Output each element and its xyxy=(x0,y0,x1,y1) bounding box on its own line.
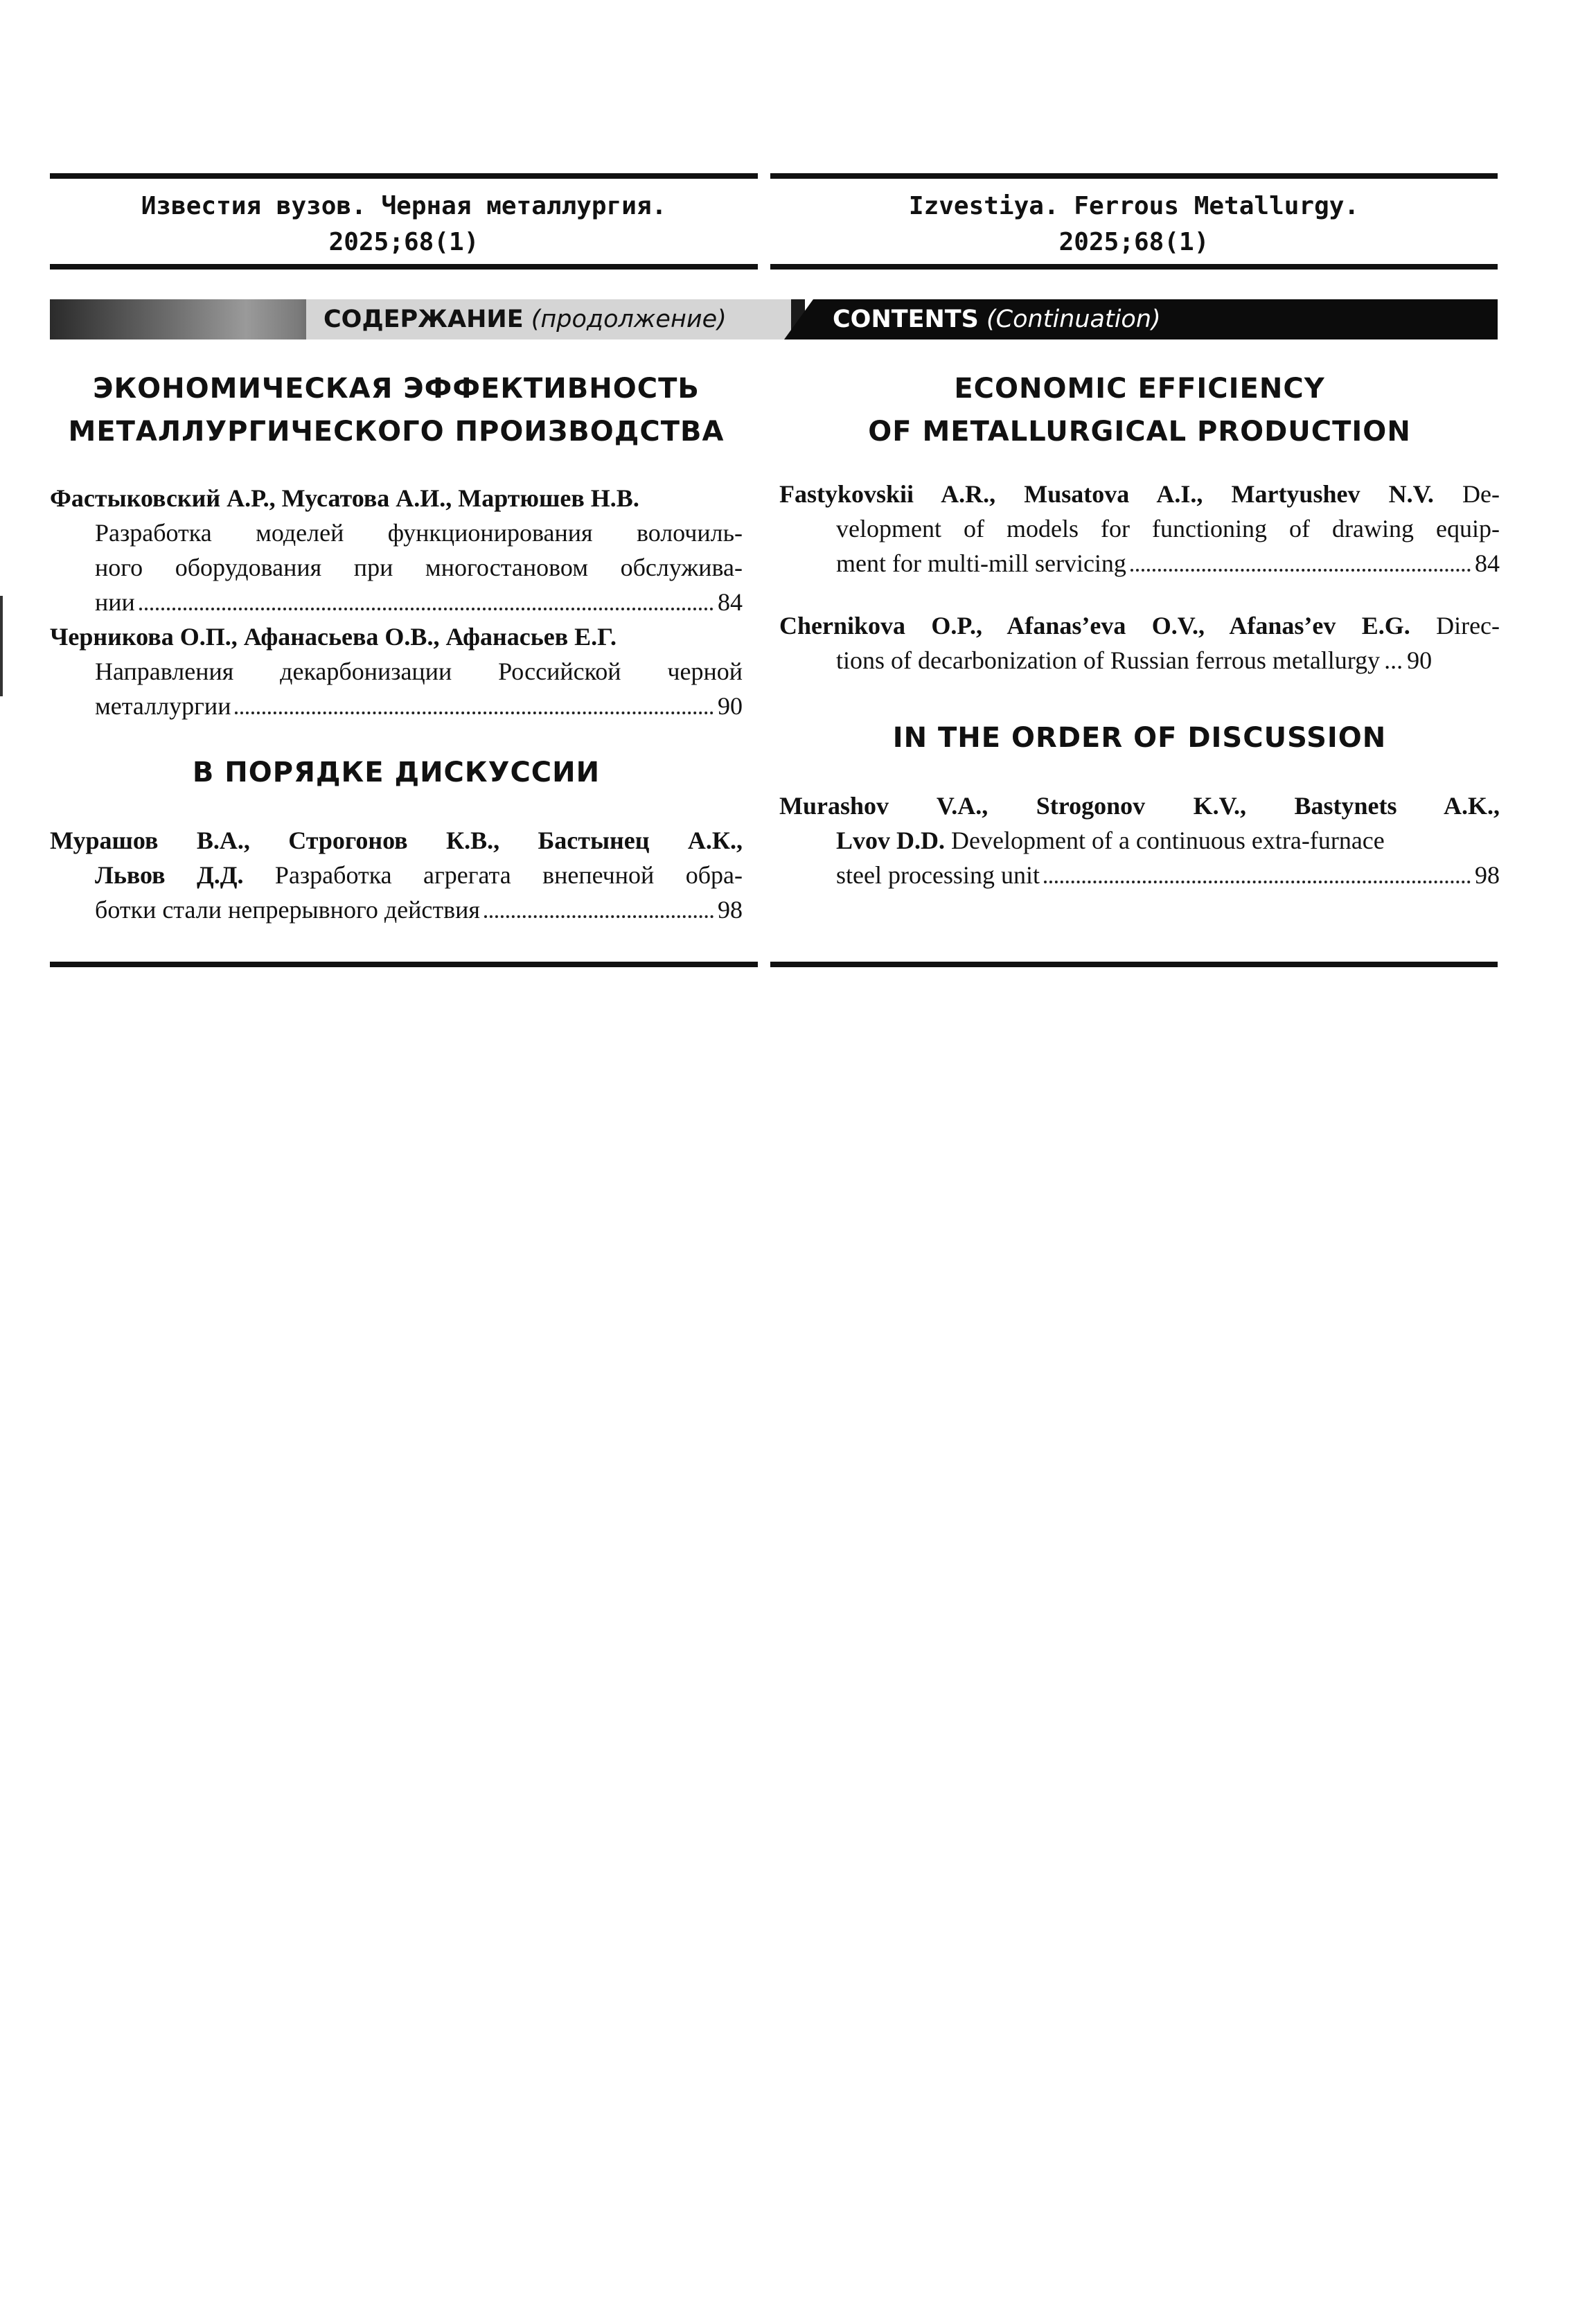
section-title-line: В ПОРЯДКЕ ДИСКУССИИ xyxy=(192,757,601,788)
entry-title-line xyxy=(779,608,1500,643)
toc-entry-ru-1[interactable] xyxy=(50,481,743,619)
toc-entry-ru-2[interactable] xyxy=(50,619,743,723)
entry-authors: Мурашов В.А., Строгонов К.В., Бастынец А.К., xyxy=(50,827,743,854)
entry-authors: Lvov D.D. xyxy=(836,827,946,854)
entry-title-text: Разработка агрегата внепечной обра- xyxy=(274,861,743,889)
dot-leader xyxy=(139,608,713,610)
entry-title-last-line xyxy=(836,643,1500,678)
section-title-line: МЕТАЛЛУРГИЧЕСКОГО ПРОИЗВОДСТВА xyxy=(68,416,725,448)
dot-leader: ... xyxy=(1384,646,1403,674)
journal-title-ru xyxy=(50,188,758,261)
section-title-economic-en xyxy=(779,367,1500,453)
journal-name-ru: Известия вузов. Черная металлургия. xyxy=(141,192,667,220)
journal-name-en: Izvestiya. Ferrous Metallurgy. xyxy=(908,192,1360,220)
banner-label-ru xyxy=(323,303,727,335)
contents-column-en xyxy=(779,360,1500,892)
entry-title-line: ботки стали непрерывного действия xyxy=(95,896,480,924)
footer-rule-right xyxy=(770,962,1498,967)
section-title-line: ECONOMIC EFFICIENCY xyxy=(954,373,1325,405)
header-rule-top-left xyxy=(50,173,758,179)
entry-title-line xyxy=(836,823,1500,858)
entry-title-line: Направления декарбонизации Российской черной xyxy=(95,658,743,685)
section-title-discussion-en xyxy=(779,716,1500,759)
entry-page-number: 84 xyxy=(718,588,743,616)
entry-title-line: нии xyxy=(95,588,135,616)
entry-title-last-line xyxy=(95,892,743,927)
entry-page-number: 98 xyxy=(1475,861,1500,889)
entry-title-line: tions of decarbonization of Russian ferrous metallurgy xyxy=(836,646,1381,674)
journal-issue-en: 2025;68(1) xyxy=(1058,228,1209,256)
entry-authors: Murashov V.A., Strogonov K.V., Bastynets A.K., xyxy=(779,792,1500,820)
header-rule-bottom-left xyxy=(50,264,758,270)
header-rule-top-right xyxy=(770,173,1498,179)
contents-column-ru xyxy=(50,360,743,927)
dot-leader xyxy=(1044,881,1471,883)
section-title-line: IN THE ORDER OF DISCUSSION xyxy=(892,722,1387,754)
section-title-discussion-ru xyxy=(50,751,743,794)
entry-title-last-line xyxy=(95,689,743,723)
entry-authors: Fastykovskii A.R., Musatova A.I., Martyushev N.V. xyxy=(779,480,1434,508)
journal-header xyxy=(50,173,1498,274)
entry-title-last-line xyxy=(836,858,1500,892)
toc-entry-en-3[interactable] xyxy=(779,788,1500,892)
entry-authors: Черникова О.П., Афанасьева О.В., Афанасьев Е.Г. xyxy=(50,623,617,651)
entry-title-line xyxy=(779,477,1500,511)
entry-authors: Фастыковский А.Р., Мусатова А.И., Мартюшев Н.В. xyxy=(50,484,639,512)
entry-authors: Львов Д.Д. xyxy=(95,861,244,889)
journal-title-en xyxy=(770,188,1498,261)
section-title-line: ЭКОНОМИЧЕСКАЯ ЭФФЕКТИВНОСТЬ xyxy=(93,373,700,405)
toc-entry-en-1[interactable] xyxy=(779,477,1500,581)
toc-entry-ru-3[interactable] xyxy=(50,823,743,927)
entry-title-last-line xyxy=(95,585,743,619)
journal-issue-ru: 2025;68(1) xyxy=(328,228,479,256)
entry-title-line xyxy=(95,858,743,892)
scan-edge-mark xyxy=(0,596,3,696)
entry-title-line: металлургии xyxy=(95,692,231,720)
dot-leader xyxy=(1130,569,1471,572)
banner-contents-en: CONTENTS xyxy=(833,306,979,333)
entry-title-line: ment for multi-mill servicing xyxy=(836,549,1126,577)
dot-leader xyxy=(235,712,713,714)
footer-rule-left xyxy=(50,962,758,967)
banner-label-en xyxy=(833,303,1161,335)
banner-continuation-en: (Continuation) xyxy=(986,306,1161,333)
entry-title-text: Development of a continuous extra-furnace xyxy=(951,827,1385,854)
entry-title-line: steel processing unit xyxy=(836,861,1040,889)
entry-page-number: 90 xyxy=(1407,646,1433,674)
banner-continuation-ru: (продолжение) xyxy=(531,306,727,333)
entry-title-last-line xyxy=(836,546,1500,581)
toc-entry-en-2[interactable] xyxy=(779,608,1500,678)
banner-contents-ru: СОДЕРЖАНИЕ xyxy=(323,306,524,333)
contents-banner xyxy=(50,299,1498,339)
entry-title-text: De- xyxy=(1462,480,1500,508)
entry-title-line: velopment of models for functioning of drawing equip- xyxy=(836,515,1500,542)
entry-authors: Chernikova O.P., Afanas’eva O.V., Afanas’ev E.G. xyxy=(779,612,1410,639)
section-title-line: OF METALLURGICAL PRODUCTION xyxy=(868,416,1411,448)
entry-title-line: ного оборудования при многостановом обслужива- xyxy=(95,554,743,581)
section-title-economic-ru xyxy=(50,367,743,453)
dot-leader xyxy=(484,915,713,918)
entry-page-number: 90 xyxy=(718,692,743,720)
entry-title-text: Direc- xyxy=(1436,612,1500,639)
entry-page-number: 98 xyxy=(718,896,743,924)
entry-page-number: 84 xyxy=(1475,549,1500,577)
header-rule-bottom-right xyxy=(770,264,1498,270)
entry-title-line: Разработка моделей функционирования волочиль- xyxy=(95,519,743,547)
